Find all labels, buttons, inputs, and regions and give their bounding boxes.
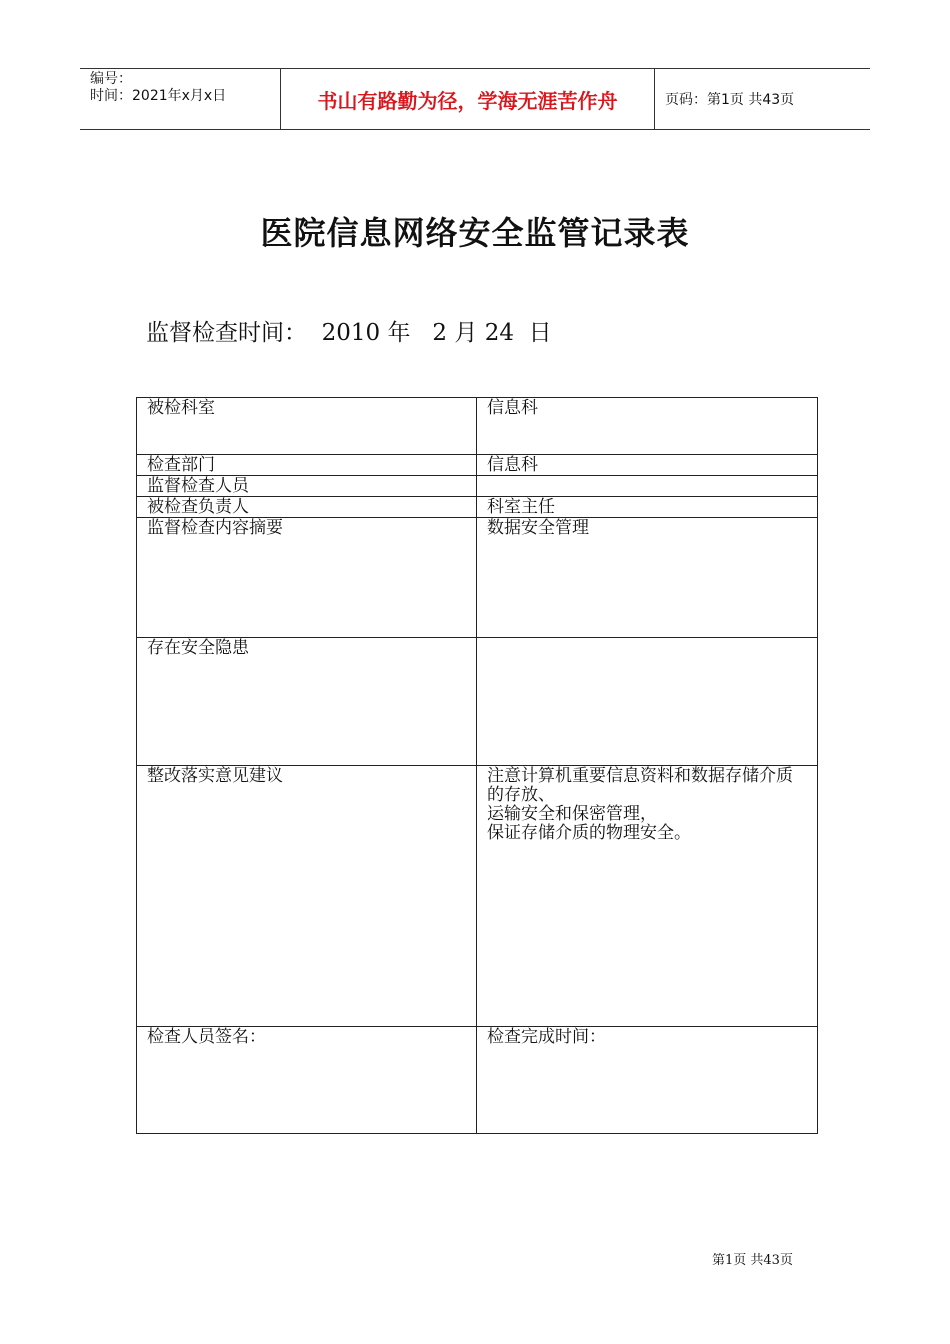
inspection-day-unit: 日 (528, 320, 552, 346)
header-number: 编号： (90, 71, 132, 87)
inspection-month: 2 (432, 320, 448, 346)
header-time: 时间：2021年x月x日 (90, 88, 227, 104)
label-rectification-advice: 整改落实意见建议 (137, 766, 477, 1027)
value-content-summary: 数据安全管理 (477, 518, 818, 638)
table-row (137, 518, 818, 638)
inspector-signature-field: 检查人员签名： (137, 1027, 477, 1134)
inspection-year-unit: 年 (387, 320, 411, 346)
table-row (137, 1027, 818, 1134)
header-meta (80, 69, 281, 129)
table-row (137, 476, 818, 497)
value-inspecting-dept: 信息科 (477, 455, 818, 476)
inspection-year: 2010 (321, 320, 381, 346)
table-row (137, 398, 818, 455)
page-footer: 第1页 共43页 (712, 1253, 793, 1268)
table-row (137, 766, 818, 1027)
value-inspectors (477, 476, 818, 497)
header-motto: 书山有路勤为径，学海无涯苦作舟 (281, 69, 655, 129)
completion-time-field: 检查完成时间： (477, 1027, 818, 1134)
label-content-summary: 监督检查内容摘要 (137, 518, 477, 638)
value-security-risks (477, 638, 818, 766)
label-inspected-dept: 被检科室 (137, 398, 477, 455)
inspection-day: 24 (484, 320, 514, 346)
inspection-month-unit: 月 (454, 320, 478, 346)
table-row (137, 497, 818, 518)
document-header (80, 68, 870, 130)
value-rectification-advice: 注意计算机重要信息资料和数据存储介质的存放、 运输安全和保密管理， 保证存储介质的物理安全。 (477, 766, 818, 1027)
inspection-time-label: 监督检查时间： (146, 320, 307, 346)
label-inspecting-dept: 检查部门 (137, 455, 477, 476)
label-responsible-person: 被检查负责人 (137, 497, 477, 518)
label-inspectors: 监督检查人员 (137, 476, 477, 497)
table-row (137, 455, 818, 476)
label-security-risks: 存在安全隐患 (137, 638, 477, 766)
page-title: 医院信息网络安全监管记录表 (260, 214, 690, 252)
value-responsible-person: 科室主任 (477, 497, 818, 518)
table-row (137, 638, 818, 766)
value-inspected-dept: 信息科 (477, 398, 818, 455)
inspection-time-line (146, 314, 552, 347)
inspection-record-table (136, 397, 818, 1134)
header-page-info: 页码：第1页 共43页 (665, 92, 795, 108)
